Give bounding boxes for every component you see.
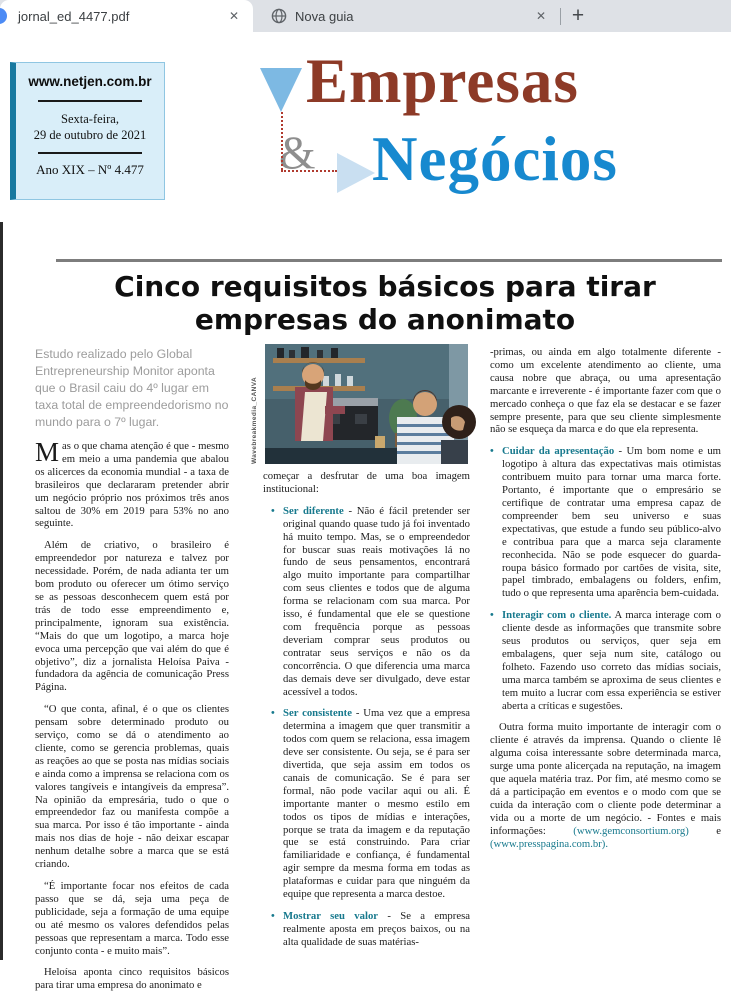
- logo-triangle-down-icon: [260, 68, 302, 112]
- bullet-label: Ser diferente: [283, 504, 344, 517]
- paragraph: começar a desfrutar de uma boa imagem institucional:: [263, 470, 470, 495]
- article-title-line2: empresas do anonimato: [194, 303, 576, 336]
- list-item: • Interagir com o cliente. A marca interage com o cliente desde as informações que transmite sobre seus produtos ou serviços, quer seja em embalagens, quer seja num site, catálogo ou folheto. Fazendo uso correto das mídias sociais, uma marca também se aproxima de seus clientes e tem muito a lucrar com essa experiência se estiver aberta a críticas e sugestões.: [490, 609, 721, 712]
- article-column-3: [490, 346, 721, 860]
- tab-title: Nova guia: [295, 8, 354, 24]
- source-url: (www.gemconsortium.org): [573, 824, 689, 837]
- article-title: [40, 270, 730, 336]
- list-item: • Mostrar seu valor - Se a empresa realmente aposta em preços baixos, ou na alta qualidade de suas matérias-: [271, 910, 470, 948]
- article-title-line1: Cinco requisitos básicos para tirar: [114, 270, 656, 303]
- list-item: • Cuidar da apresentação - Um bom nome e um logotipo à altura das expectativas mais otimistas contribuem muito para tornar uma marca forte. Portanto, é importante que o empresário se certifique de contratar uma empresa capaz de compreender bem seu universo e suas expectativas, que estude a fundo seu público-alvo e contribua para que a marca seja claramente reconhecida. Não se pode esquecer do guarda-roupa básico formado por cartões de visita, site, papel timbrado, embalagens ou folders, enfim, tudo o que representa uma aparência bem-cuidada.: [490, 445, 721, 600]
- tab-title: jornal_ed_4477.pdf: [18, 8, 130, 24]
- new-tab-button[interactable]: +: [571, 4, 585, 27]
- date-line: Sexta-feira,: [61, 112, 119, 126]
- pdf-page: [0, 32, 731, 992]
- list-item: • Ser consistente - Uma vez que a empresa determina a imagem que quer transmitir a todos com quem se relaciona, essa imagem deve ser consistente. Ou seja, se é para ser divertida, que seja assim em todos os canais de comunicação. Se é para ser formal, não pode vacilar aqui ou ali. É importante manter o mesmo estilo em todos os tipos de mídias e interações, porque se trata da imagem e da reputação que se está construindo. Para criar familiaridade e confiança, é fundamental agir sempre da mesma forma em todas as plataformas e cuidar para que ninguém da equipe que representa a marca destoe.: [271, 707, 471, 901]
- bullet-label: Cuidar da apresentação: [502, 445, 615, 458]
- bullet-icon: •: [490, 445, 494, 458]
- bullet-label: Interagir com o cliente.: [502, 609, 612, 622]
- logo-dotted-line: [281, 112, 283, 170]
- source-url: (www.presspagina.com.br).: [490, 837, 609, 850]
- bullet-icon: •: [271, 910, 275, 922]
- divider: [38, 100, 142, 102]
- closing-paragraph: Outra forma muito importante de interagir com o cliente é através da imprensa. Quando o cliente lê alguma coisa interessante sobre determinada marca, surge uma ponte alicerçada na reputação, na imagem que aquela matéria traz. Por fim, até mesmo como se dá a participação em eventos e o modo com que se cuida da interação com o cliente pode determinar a vida ou a morte de um negócio. - Fontes e mais informações: (www.gemconsortium.org) e (www.presspagina.com.br).: [490, 721, 722, 850]
- bullet-icon: •: [271, 504, 275, 517]
- tab-new-page[interactable]: [253, 0, 560, 32]
- logo-word-negocios: Negócios: [372, 124, 618, 194]
- date-line: 29 de outubro de 2021: [33, 128, 147, 142]
- logo-ampersand: &: [279, 127, 316, 179]
- cafe-photo-illustration: [265, 344, 468, 464]
- photo-credit: Wavebreakmedia_CANVA: [251, 376, 258, 464]
- article-column-2: [263, 470, 470, 958]
- tab-bar: [0, 0, 731, 32]
- bullet-icon: •: [490, 609, 494, 622]
- pdf-favicon: [0, 8, 7, 24]
- globe-icon: [271, 8, 287, 24]
- divider: [38, 152, 142, 154]
- website-url: www.netjen.com.br: [28, 74, 152, 89]
- page-edge-line: [0, 222, 3, 960]
- paragraph: “É importante focar nos efeitos de cada passo que se dá, seja uma peça de publicidade, seja a formação de uma equipe ou até mesmo os valores defendidos pelas pessoas que representam a marca. Todo esse conjunto conta - e muito mais”.: [35, 880, 229, 957]
- paragraph: Além de criativo, o brasileiro é empreendedor por natureza e talvez por necessidade. Porém, de nada adianta ter um bom produto ou oferecer um ótimo serviço se as pessoas desconhecem quem está por trás de todo esse empreendimento e, principalmente, ignoram sua existência. “Mais do que um logotipo, a marca hoje evoca uma percepção que vai além do que é objetivo”, diz a jornalista Heloísa Paiva - fundadora da agência de comunicação Press Página.: [35, 539, 229, 694]
- article-column-1: [35, 346, 229, 1001]
- logo-triangle-right-icon: [337, 153, 375, 193]
- paragraph: Heloísa aponta cinco requisitos básicos para tirar uma empresa do anonimato e: [35, 966, 229, 992]
- masthead-info-box: [10, 62, 165, 200]
- bullet-label: Mostrar seu valor: [283, 910, 379, 922]
- paragraph: Mas o que chama atenção é que - mesmo em meio a uma pandemia que abalou os alicerces da economia mundial - a taxa de brasileiros que declararam pretender abrir um negócio próprio nos próximos três anos saltou de 30% em 2019 para 53% no ano seguinte.: [35, 437, 229, 530]
- list-item: • Ser diferente - Não é fácil pretender ser original quando quase tudo já foi inventado há muito tempo. Mas, se o empreendedor for buscar suas reais motivações lá no fundo de seus pensamentos, encontrará algo muito importante para compartilhar com seus clientes e todos que de alguma forma se relacionam com sua marca. Por isso, é fundamental que ele se questione com frequência porque as pessoas deveriam comprar seus produtos ou contratar seus serviços e não os da concorrência. O que diferencia uma marca das demais deve ser divulgado, deve estar acessível a todos.: [271, 504, 471, 698]
- bullet-icon: •: [271, 707, 275, 720]
- close-tab-icon[interactable]: ✕: [535, 9, 546, 23]
- close-tab-icon[interactable]: ✕: [228, 9, 239, 23]
- article-photo: [265, 344, 468, 464]
- horizontal-rule: [56, 259, 722, 262]
- paragraph: “O que conta, afinal, é o que os clientes pensam sobre determinado produto ou serviço, como se dá o atendimento ao cliente, como se gerencia problemas, quais as reações ao que se posta nas mídias sociais e ainda como a imprensa se relaciona com os valores tangíveis e intangíveis da empresa”. Na opinião da empresária, tudo o que o empreendedor faz ou manifesta compõe a sua marca. Por isso é tão importante - ainda mais nos dias de hoje - não deixar escapar nenhum detalhe sobre a marca que se está criando.: [35, 703, 229, 871]
- logo-dotted-line: [281, 170, 337, 172]
- tab-pdf[interactable]: [0, 0, 253, 32]
- edition-number: Ano XIX – Nº 4.477: [36, 162, 144, 177]
- paragraph: -primas, ou ainda em algo totalmente diferente - como um excelente atendimento ao cliente, uma causa nobre que abraça, ou uma apresentação marcante e irreverente - é importante fazer com que o mercado conheça o que faz ela se destacar e se fazer sempre presente, para que seu cliente simplesmente não se esqueça da marca e do que ela representa.: [490, 346, 721, 436]
- bullet-label: Ser consistente: [283, 707, 352, 720]
- logo-word-empresas: Empresas: [306, 46, 579, 116]
- drop-cap: M: [35, 437, 60, 467]
- lead-paragraph: Estudo realizado pelo Global Entrepreneurship Monitor aponta que o Brasil caiu do 4º lugar em taxa total de empreendedorismo no mundo para o 7º lugar.: [35, 347, 229, 429]
